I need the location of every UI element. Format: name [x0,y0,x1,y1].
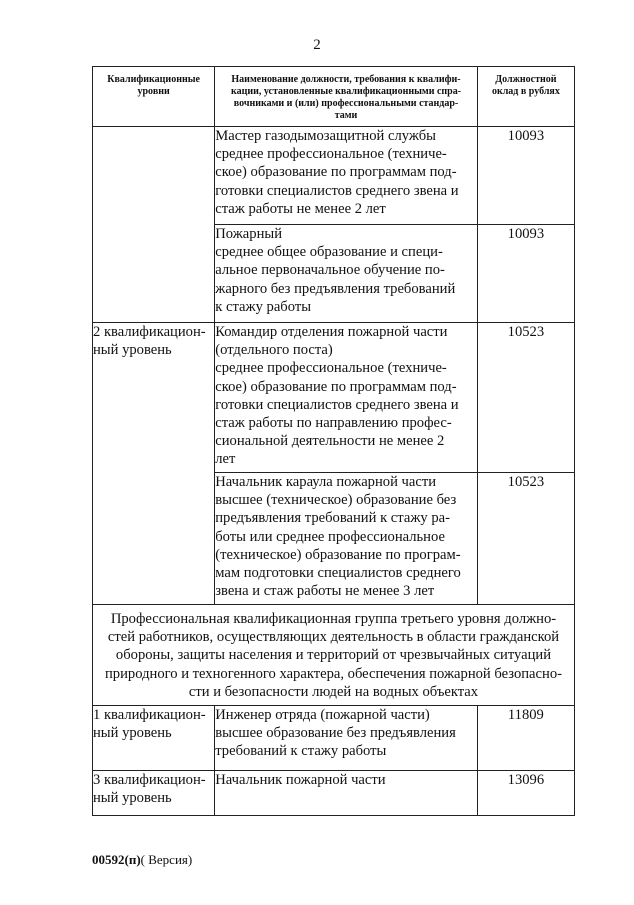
position-text: Инженер отряда (пожарной части) [215,707,430,724]
group-header-text: Профессиональная квалификационная группа третьего уровня должно- [110,611,557,627]
position-cell [215,771,478,816]
document-code: 00592(п) [92,852,141,867]
level-text: 1 квалификацион- [93,707,206,724]
position-text: Начальник караула пожарной части [215,474,437,490]
position-text: ское) образование по программам под- [215,378,457,395]
position-text: боты или среднее профессиональное [215,528,445,545]
table-row [93,706,575,771]
header-text: Квалификационные [107,74,200,85]
level-text: ный уровень [93,342,172,359]
group-header-row [93,605,575,706]
table-row [93,771,575,816]
salary-cell: 10523 [477,473,574,605]
position-cell [215,323,478,473]
group-header [93,605,575,706]
level-cell [93,323,215,605]
group-header-text: природного и техногенного характера, обеспечения пожарной безопасно- [105,665,562,682]
level-cell [93,127,215,323]
position-text: требований к стажу работы [215,743,387,760]
header-text: вочниками и (или) профессиональными стандар- [233,98,459,109]
salary-cell: 11809 [477,706,574,771]
header-salary [477,67,574,127]
position-text: ское) образование по программам под- [215,164,457,181]
position-text: лет [215,451,236,468]
position-text: к стажу работы [215,298,312,315]
level-cell [93,706,215,771]
header-text: кации, установленные квалификационными спра- [230,86,462,97]
level-cell [93,771,215,816]
position-text: стаж работы по направлению профес- [215,415,452,432]
salary-cell: 10093 [477,127,574,225]
header-position-requirements [215,67,478,127]
position-text: Пожарный [215,226,283,242]
position-text: мам подготовки специалистов среднего [215,565,461,582]
position-text: жарного без предъявления требований [215,280,456,297]
position-text: высшее образование без предъявления [215,725,456,742]
position-text: стаж работы не менее 2 лет [215,200,386,217]
header-text: тами [334,110,358,121]
position-cell [215,706,478,771]
document-version: ( Версия) [140,852,193,867]
position-text: сиональной деятельности не менее 2 [215,433,445,450]
table-header-row [93,67,575,127]
position-text: Начальник пожарной части [215,772,386,789]
position-text: (отдельного поста) [215,342,333,359]
header-text: Должностной [495,74,557,85]
header-text: уровни [137,86,170,97]
level-text: 2 квалификацион- [93,324,206,340]
position-text: высшее (техническое) образование без [215,492,457,509]
salary-cell: 13096 [477,771,574,816]
level-text: 3 квалификацион- [93,772,206,789]
group-header-text: обороны, защиты населения и территорий от чрезвычайных ситуаций [115,647,552,664]
header-qualification-levels [93,67,215,127]
position-text: предъявления требований к стажу ра- [215,510,450,527]
position-text: звена и стаж работы не менее 3 лет [215,583,435,600]
header-text: оклад в рублях [491,86,560,97]
qualification-table [92,66,575,816]
table-row [93,127,575,225]
header-text: Наименование должности, требования к квалифи- [231,74,461,85]
position-text: (техническое) образование по програм- [215,546,461,563]
position-text: Командир отделения пожарной части [215,324,448,340]
position-text: готовки специалистов среднего звена и [215,182,459,199]
position-text: Мастер газодымозащитной службы [215,128,436,144]
document-footer [92,852,192,868]
page-number: 2 [313,37,321,53]
position-cell [215,127,478,225]
position-cell [215,225,478,323]
position-text: готовки специалистов среднего звена и [215,396,459,413]
group-header-text: стей работников, осуществляющих деятельность в области гражданской [107,629,560,646]
group-header-text: сти и безопасности людей на водных объектах [188,683,479,700]
position-cell [215,473,478,605]
level-text: ный уровень [93,725,172,742]
position-text: альное первоначальное обучение по- [215,262,445,279]
position-text: среднее профессиональное (техниче- [215,146,447,163]
salary-cell: 10093 [477,225,574,323]
salary-cell: 10523 [477,323,574,473]
table-row [93,323,575,473]
position-text: среднее профессиональное (техниче- [215,360,447,377]
position-text: среднее общее образование и специ- [215,244,443,261]
level-text: ный уровень [93,790,172,807]
